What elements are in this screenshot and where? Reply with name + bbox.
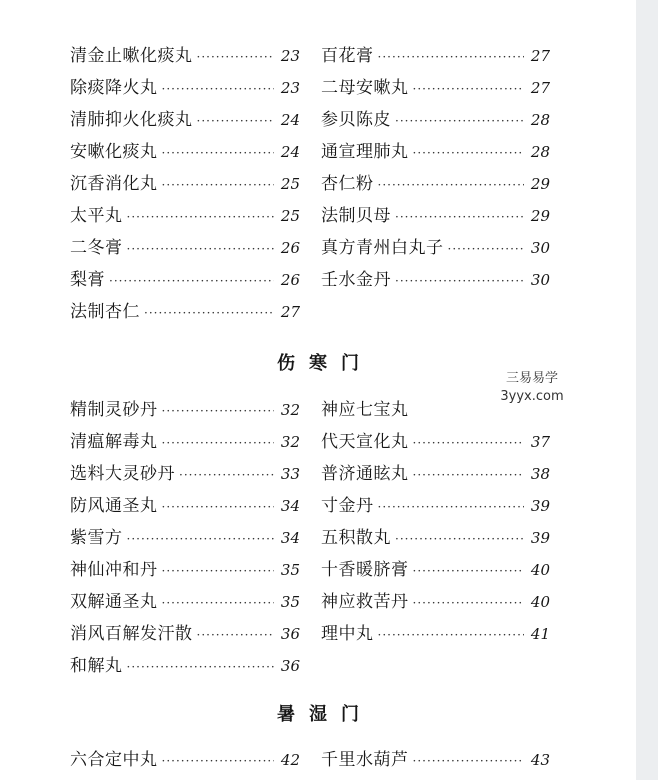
page-number: 23 — [280, 79, 300, 97]
dot-leader — [197, 105, 275, 137]
entry-name: 普济通眩丸 — [321, 464, 409, 484]
page-number: 32 — [280, 433, 300, 451]
entry-name: 寸金丹 — [321, 496, 374, 516]
section-title: 暑湿门 — [277, 704, 373, 725]
page-number: 36 — [280, 625, 300, 643]
entry-name: 双解通圣丸 — [70, 592, 158, 612]
toc-entry[interactable] — [70, 40, 300, 72]
dot-leader — [413, 555, 525, 587]
entry-name: 除痰降火丸 — [70, 78, 158, 98]
entry-name: 梨膏 — [70, 270, 105, 290]
entry-name: 紫雪方 — [70, 528, 123, 548]
dot-leader — [413, 587, 525, 619]
toc-entry[interactable] — [321, 136, 550, 168]
toc-entry[interactable] — [70, 522, 300, 554]
page-number: 23 — [280, 47, 300, 65]
toc-entry[interactable] — [70, 232, 300, 264]
toc-entry[interactable] — [321, 264, 550, 296]
dot-leader — [162, 491, 275, 523]
toc-entry[interactable] — [321, 168, 550, 200]
entry-name: 神应救苦丹 — [321, 592, 409, 612]
entry-name: 理中丸 — [321, 624, 374, 644]
dot-leader — [395, 523, 524, 555]
page-number: 40 — [530, 561, 550, 579]
page-number: 30 — [530, 239, 550, 257]
dot-leader — [395, 265, 524, 297]
entry-name: 沉香消化丸 — [70, 174, 158, 194]
section-title: 伤寒门 — [277, 353, 373, 374]
page-number: 25 — [280, 175, 300, 193]
entry-name: 参贝陈皮 — [321, 110, 391, 130]
dot-leader — [378, 41, 525, 73]
page-number: 25 — [280, 207, 300, 225]
page-number: 27 — [280, 303, 300, 321]
toc-entry[interactable] — [70, 744, 300, 776]
page-number: 27 — [530, 79, 550, 97]
dot-leader — [395, 105, 524, 137]
page-number: 28 — [530, 143, 550, 161]
toc-entry[interactable] — [321, 104, 550, 136]
entry-name: 六合定中丸 — [70, 750, 158, 770]
entry-name: 选料大灵砂丹 — [70, 464, 175, 484]
page-number: 36 — [280, 657, 300, 675]
entry-name: 杏仁粉 — [321, 174, 374, 194]
page-number: 26 — [280, 239, 300, 257]
toc-entry[interactable] — [70, 264, 300, 296]
entry-name: 精制灵砂丹 — [70, 400, 158, 420]
page-number: 43 — [530, 751, 550, 769]
dot-leader — [395, 201, 524, 233]
page-number: 32 — [280, 401, 300, 419]
page-number: 38 — [530, 465, 550, 483]
entry-name: 真方青州白丸子 — [321, 238, 444, 258]
dot-leader — [197, 41, 275, 73]
entry-name: 安嗽化痰丸 — [70, 142, 158, 162]
toc-entry[interactable] — [70, 136, 300, 168]
page-number: 27 — [530, 47, 550, 65]
dot-leader — [162, 427, 275, 459]
page-number: 35 — [280, 593, 300, 611]
page-number: 26 — [280, 271, 300, 289]
toc-entry[interactable] — [321, 458, 550, 490]
entry-name: 神应七宝丸 — [321, 400, 409, 420]
entry-name: 和解丸 — [70, 656, 123, 676]
toc-entry[interactable] — [321, 40, 550, 72]
page-number: 39 — [530, 529, 550, 547]
entry-name: 通宣理肺丸 — [321, 142, 409, 162]
page-number: 41 — [530, 625, 550, 643]
dot-leader — [127, 201, 275, 233]
page-number: 24 — [280, 143, 300, 161]
toc-entry[interactable] — [70, 618, 300, 650]
dot-leader — [162, 587, 275, 619]
page-number: 29 — [530, 175, 550, 193]
toc-entry[interactable] — [321, 586, 550, 618]
toc-entry[interactable] — [70, 490, 300, 522]
entry-name: 代天宣化丸 — [321, 432, 409, 452]
toc-entry[interactable] — [70, 200, 300, 232]
toc-entry[interactable] — [70, 104, 300, 136]
toc-entry[interactable] — [321, 744, 550, 776]
toc-entry[interactable] — [70, 72, 300, 104]
page-number: 29 — [530, 207, 550, 225]
page-number: 42 — [280, 751, 300, 769]
entry-name: 法制杏仁 — [70, 302, 140, 322]
toc-entry[interactable] — [70, 394, 300, 426]
toc-entry[interactable] — [321, 72, 550, 104]
entry-name: 清金止嗽化痰丸 — [70, 46, 193, 66]
dot-leader — [127, 651, 275, 683]
dot-leader — [413, 427, 525, 459]
dot-leader — [448, 233, 525, 265]
toc-entry[interactable] — [70, 650, 300, 682]
toc-entry[interactable] — [70, 168, 300, 200]
toc-entry[interactable] — [70, 426, 300, 458]
dot-leader — [413, 73, 525, 105]
dot-leader — [127, 523, 275, 555]
dot-leader — [109, 265, 274, 297]
page-number: 39 — [530, 497, 550, 515]
page-number: 35 — [280, 561, 300, 579]
page-number: 40 — [530, 593, 550, 611]
entry-name: 神仙冲和丹 — [70, 560, 158, 580]
toc-entry[interactable] — [321, 232, 550, 264]
page-number: 33 — [280, 465, 300, 483]
dot-leader — [162, 137, 275, 169]
entry-name: 太平丸 — [70, 206, 123, 226]
dot-leader — [413, 745, 525, 777]
entry-name: 二母安嗽丸 — [321, 78, 409, 98]
dot-leader — [162, 73, 275, 105]
entry-name: 五积散丸 — [321, 528, 391, 548]
dot-leader — [179, 459, 274, 491]
toc-entry[interactable] — [321, 522, 550, 554]
toc-entry[interactable] — [321, 618, 550, 650]
dot-leader — [162, 745, 275, 777]
page-edge-strip — [636, 0, 658, 780]
dot-leader — [197, 619, 275, 651]
watermark-line-1: 三易易学 — [505, 371, 558, 386]
toc-entry[interactable] — [70, 586, 300, 618]
page-number: 34 — [280, 497, 300, 515]
entry-name: 壬水金丹 — [321, 270, 391, 290]
dot-leader — [378, 619, 525, 651]
entry-name: 消风百解发汗散 — [70, 624, 193, 644]
entry-name: 清肺抑火化痰丸 — [70, 110, 193, 130]
toc-entry[interactable] — [321, 490, 550, 522]
dot-leader — [378, 169, 525, 201]
dot-leader — [413, 137, 525, 169]
dot-leader — [144, 297, 274, 329]
dot-leader — [127, 233, 275, 265]
toc-entry[interactable] — [321, 554, 550, 586]
dot-leader — [162, 395, 275, 427]
entry-name: 防风通圣丸 — [70, 496, 158, 516]
watermark-line-2: 3yyx.com — [500, 389, 564, 404]
page-number: 28 — [530, 111, 550, 129]
dot-leader — [378, 491, 525, 523]
toc-entry[interactable] — [70, 458, 300, 490]
toc-entry[interactable] — [321, 200, 550, 232]
page-number: 24 — [280, 111, 300, 129]
page-number: 30 — [530, 271, 550, 289]
entry-name: 十香暖脐膏 — [321, 560, 409, 580]
toc-entry[interactable] — [70, 554, 300, 586]
toc-entry[interactable] — [70, 296, 300, 328]
entry-name: 法制贝母 — [321, 206, 391, 226]
dot-leader — [162, 555, 275, 587]
entry-name: 二冬膏 — [70, 238, 123, 258]
toc-entry[interactable] — [321, 426, 550, 458]
dot-leader — [413, 459, 525, 491]
entry-name: 千里水葫芦 — [321, 750, 409, 770]
watermark — [492, 370, 572, 406]
entry-name: 百花膏 — [321, 46, 374, 66]
page-number: 37 — [530, 433, 550, 451]
dot-leader — [162, 169, 275, 201]
page-number: 34 — [280, 529, 300, 547]
entry-name: 清瘟解毒丸 — [70, 432, 158, 452]
